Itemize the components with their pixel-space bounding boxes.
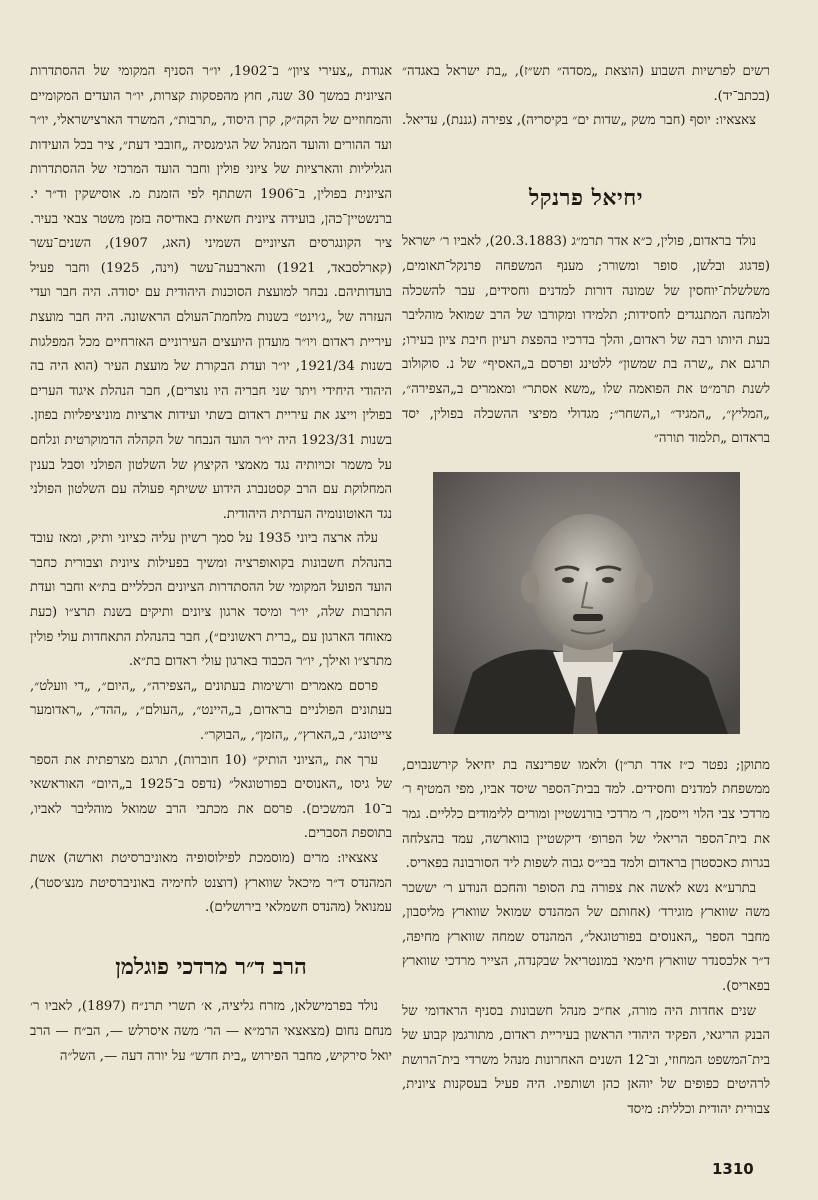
- descendants-paragraph: צאצאיו: יוסף (חבר משק „שדות ים״ בקיסריה), צפירה (גננת), עדיאל.: [402, 113, 756, 129]
- left-paragraph-5: צאצאיו: מרים (מוסמכת לפילוסופיה מאוניברסיטת וארשה) אשת המהנדס ד״ר מיכאל שווארץ (דוצנט לחימיה באוניברסיטת מנצ׳סטר), עמנואל (מהנדס חשמלאי בירושלים).: [30, 851, 392, 916]
- left-paragraph-1: אגודת „צעירי ציון״ ב־1902, יו״ר הסניף המקומי של ההסתדרות הציונית במשך 30 שנה, חוץ מהפסקות קצרות, יו״ר הועדים המקומיים והמחוזיים של הקה״ק, קרן היסוד, „תרבות״, המשרד הארצישראלי, יו״ר ועד ההורים והועד המנהל של הגימנסיה „חובבי דעת״, ציר בכל הועידות הגליליות והארציות של ציוני פולין וחבר הועד המרכזי של ההסתדרות הציונית בפולין, ב־1906 השתתף לפי הזמנת מ. אוסישקין וד״ר י. ברנשטיין־כהן, בועידה ציונית חשאית באודיסה בזמן משטר צבאי בעיר. ציר הקונגרסים הציוניים השמיני (האג, 1907), השנים־עשר (קארלסבאד, 1921) והארבעה־עשר (וינה, 1925) וחבר פעיל בועדותיהם. נבחר למועצת הסוכנות היהודית עם יסודה. היה חבר ועדי העזרה של „ג׳וינט״ בשנות מלחמת־העולם הראשונה. היה חבר מועצת עיריית ראדום ויו״ר מועדון היועצים העירוניים האזרחיים מכל המפלגות בשנות 1921/34, יו״ר ועדת הבקורת של מועצת העיר (הוא היה בה היהודי היחידי ויתר שני חבריה היו נוצרים), חבר הנהלת איגוד הערים בפולין וייצג את עיריית ראדום בשתי ועידות ארציות מוניציפליות בפוזן. בשנות 1923/31 היה יו״ר הועד הנבחר של הקהלה הדמוקרטית ונלחם על משמר זכויותיה נגד מאמצי הקיצוץ של השלטון הפולני וסבל בענין המחלוקת עם הרב קסטנברג הידוע ששיתף פעולה עם השלטון הפולני נגד האוטונומיה העדתית היהודית.: [30, 64, 392, 522]
- bio-paragraph-2: מתוקן; נפטר כ״ז אדר תר״ן) ולאמו שפרינצה בת יחיאל קירשנבוים, ממשפחת למדנים וחסידים. למד בבית־הספר שיסד אביו, מפי המטיף ר׳ מרדכי צבי הלוי וייסמן, ר׳ מרדכי בורנשטיין ומורים ללימודים כלליים. גמר את בית־הספר הריאלי של הפרופ׳ דיקשטיין בווארשה, עמד בהצלחה בגרות כאכסטרן בראדום ולמד בבי״ס גבוה לשפות ליד הסורבונה בפאריס.: [402, 757, 770, 872]
- page-number: 1310: [712, 1160, 754, 1178]
- bio-paragraph-1: נולד בראדום, פולין, כ״א אדר תרמ״ג (20.3.1883), לאביו ר׳ ישראל (פדגוג ובלשן, סופר ומשורר; מענף המשפחה פרנקל־תאומים, משלשלת־יוחסין של שמונה דורות למדנים וחסידים, עבר להשכלה ולמחנה המתנגדים לחסידות; תלמידו ומקורבו של הרב שמואל מוהליבר בעת היותו רבה של ראדום, והלך בדרכיו בהפצת רעיון חיבת ציון בעירו; תרגם את „שרה בת שמשון״ ללטינג ופרסם ב„האסיף״ של נ. סוקולוב לשנת תרמ״ט את הפואמה שלו „משא אסתר״ ומאמרים ב„הצפירה״, „המליץ״, „המגיד״ ו„השחר״; מגדולי מפיצי ההשכלה בפולין, יסד בראדום „תלמוד תורה״: [402, 234, 770, 447]
- article-heading-frankel: יחיאל פרנקל: [528, 184, 644, 211]
- intro-paragraph: רשים לפרשיות השבוע (הוצאת „מסדה״ תש״ז), „בת ישראל באגדה״ (בכתב־יד).: [402, 64, 770, 104]
- left-column: [30, 60, 392, 1069]
- left-paragraph-3: פרסם מאמרים ורשימות בעתונים „הצפירה״, „היום״, „די וועלט״, בעתונים הפולניים בראדום, ב„היינט״, „העולם״, „ההד״, „ראדומער צייטונג״, ב„הארץ״, „הזמן״, „הבוקר״.: [30, 678, 392, 744]
- portrait-photo: [433, 472, 740, 734]
- left-paragraph-2: עלה ארצה ביוני 1935 על סמך רשיון עליה כציוני ותיק, ומאז עובד בהנהלת חשבונות בקואופרציה ומשיך בפעילות ציונית וצבורית כחבר הועד הפועל המקומי של ההסתדרות הציונים הכלליים בת״א וחבר ועדת התרבות שלה, יו״ר ומיסד ארגון ציונים ותיקים בשנת תרצ״ו (כעת מאוחד הארגון עם „ברית ראשונים״), חבר בהנהלת התאחדות עולי פולין מתרצ״ו ואילך, יו״ר הכבוד בארגון עולי ראדום בת״א.: [30, 531, 392, 670]
- left-paragraph-4: ערך את „הציוני הותיק״ (10 חוברות), תרגם מצרפתית את הספר של גיסו „האנוסים בפורטוגאל״ (נדפס ב־1925 ב„היום״ האוראשאי ב־10 המשכים). פרסם את מכתבי הרב שמואל מוהליבר לאביו, בתוספת הסברים.: [30, 752, 393, 842]
- portrait-image: [433, 472, 740, 734]
- bio-paragraph-3: בתרע״א נשא לאשה את צפורה בת הסופר והחכם הנודע ר׳ יששכר משה שווארץ מוגירד׳ (אחותם של המהנדס שמואל שווארץ מליסבון, מחבר הספר „האנוסים בפורטוגאל״, המהנדס שמחה שווארץ מחיפה, ד״ר אלכסנדר שווארץ חימאי במונטריאל שבקנדה, הצייר מרדכי שווארץ בפאריס).: [402, 880, 770, 995]
- bio-paragraph-4: שנים אחדות היה מורה, אח״כ מנהל חשבונות בסניף הראדומי של הבנק הריגאי, הפקיד היהודי הראשון בעיריית ראדום, מתורגמן קבוע של בית־המשפט המחוזי, וב־12 השנים האחרונות מנהל משרדי בית־הרושת לרהיטים כפופים של יוהאן כהן ושותפיו. היה פעיל בעסקנות ציונית, צבורית יהודית וכללית: מיסד: [402, 1003, 770, 1118]
- article-heading-fogelman: הרב ד״ר מרדכי פוגלמן: [115, 953, 307, 980]
- right-column: [402, 60, 770, 1123]
- left-paragraph-6: נולד בפרמישלאן, מזרח גליציה, א׳ תשרי תרנ״ח (1897), לאביו ר׳ מנחם נחום (מצאצאי הרמ״א — הר׳ משה איסרלש —, הב״ח — הרב יואל סירקיש, מחבר הפירוש „בית חדש״ על יורה דעה —, השל״ה: [30, 999, 392, 1064]
